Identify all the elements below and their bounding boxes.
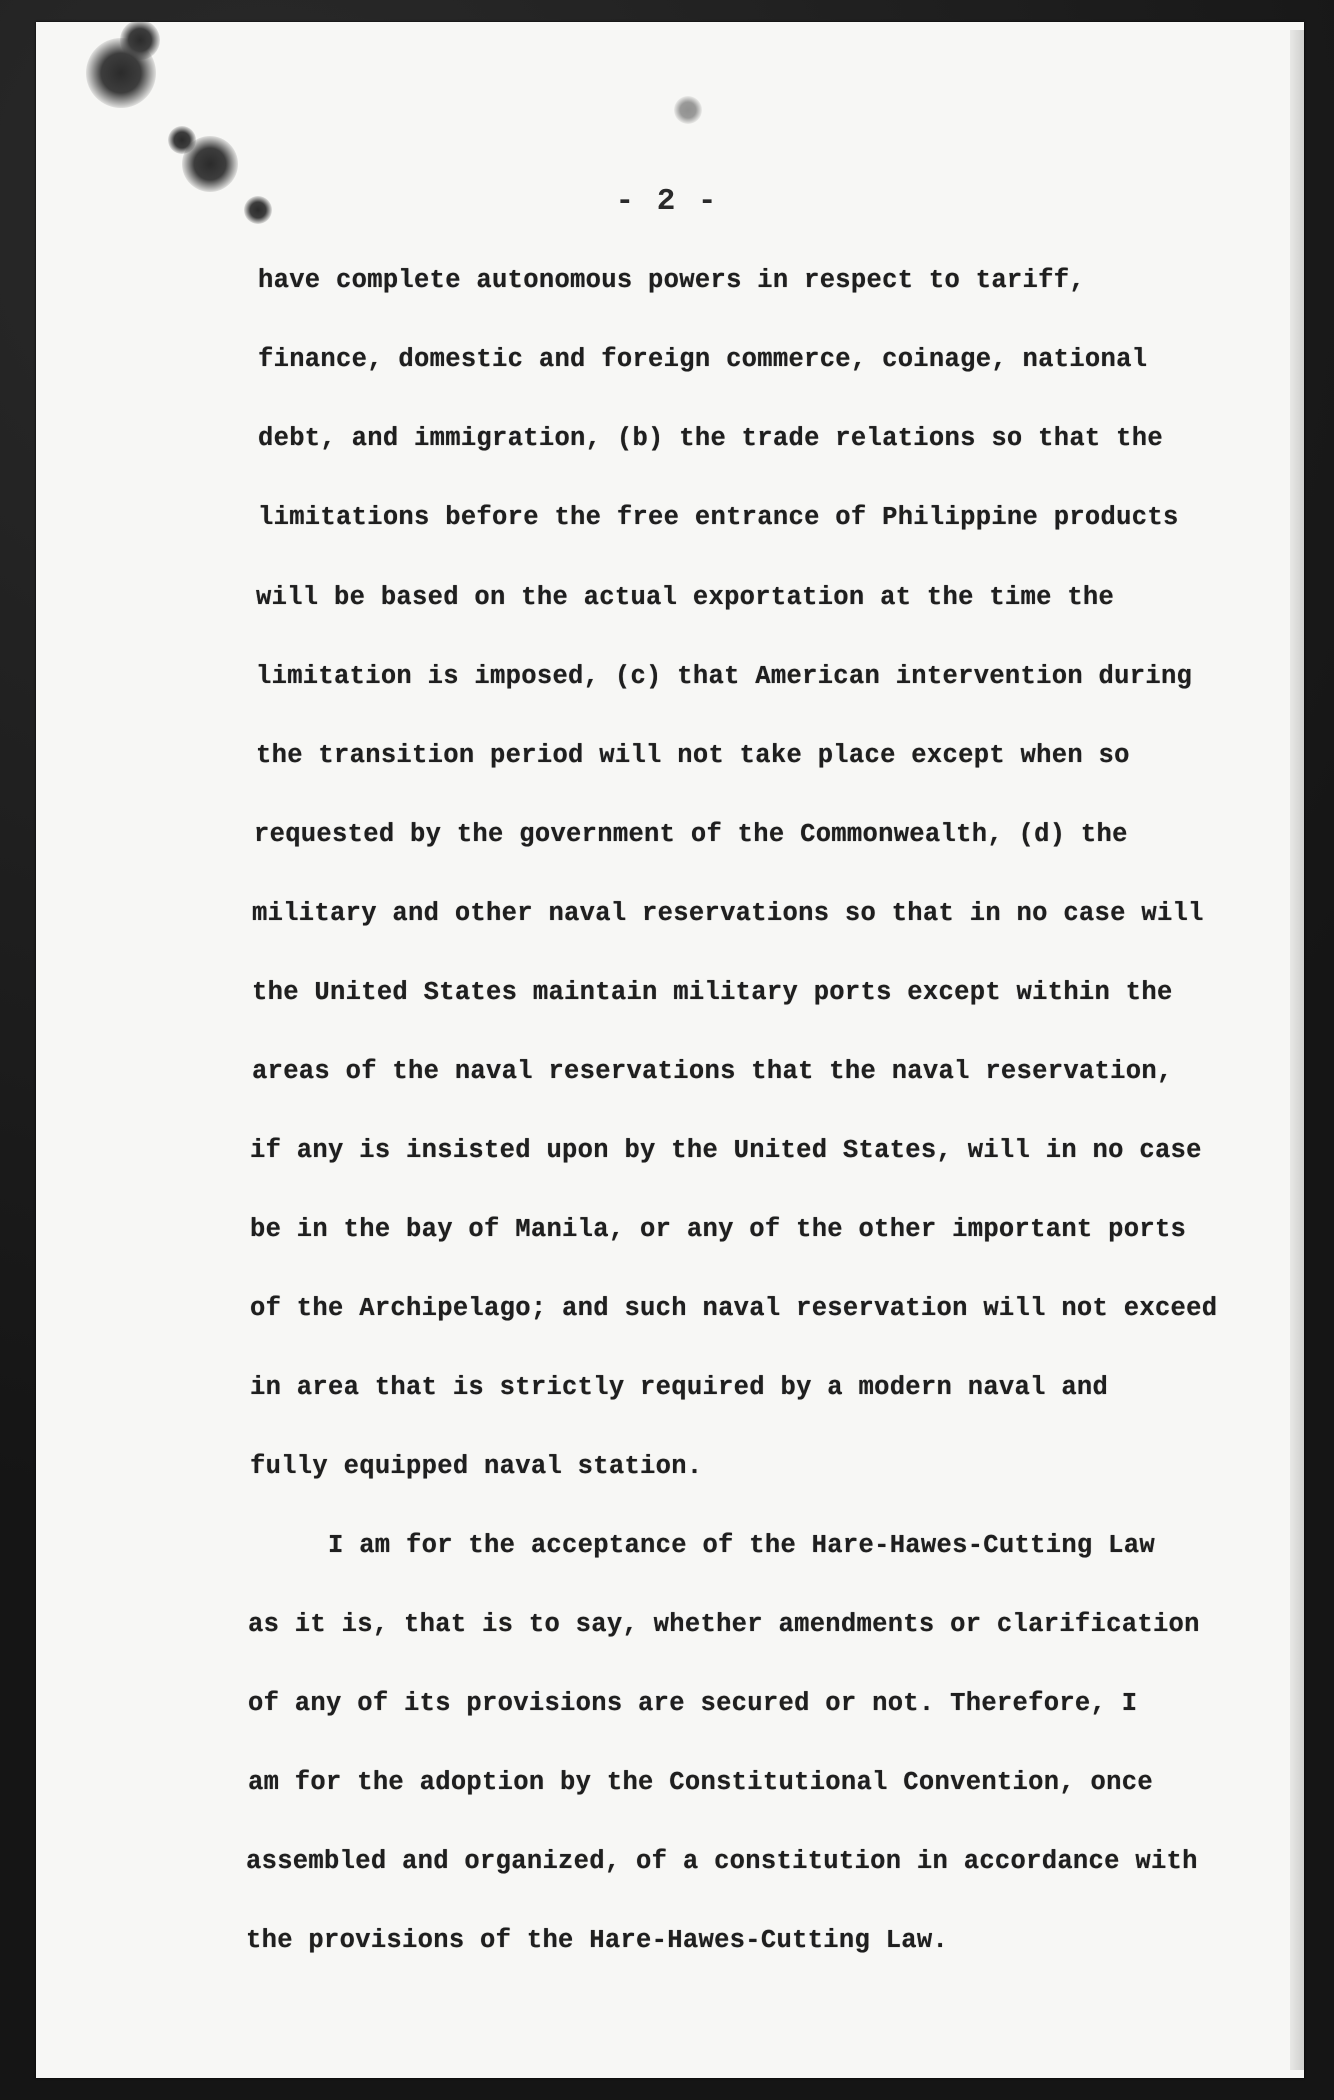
text-line: am for the adoption by the Constitutional Convention, once [248, 1768, 1153, 1797]
text-line: I am for the acceptance of the Hare-Hawes-Cutting Law [328, 1531, 1155, 1560]
text-line: in area that is strictly required by a modern naval and [250, 1373, 1109, 1402]
text-line: be in the bay of Manila, or any of the other important ports [250, 1215, 1187, 1244]
text-line: limitation is imposed, (c) that American intervention during [256, 662, 1193, 691]
text-line: the provisions of the Hare-Hawes-Cutting Law. [246, 1926, 949, 1955]
text-line: areas of the naval reservations that the naval reservation, [252, 1057, 1173, 1086]
text-line: if any is insisted upon by the United States, will in no case [250, 1136, 1202, 1165]
ink-smudge [168, 126, 196, 154]
text-line: of the Archipelago; and such naval reservation will not exceed [250, 1294, 1218, 1323]
text-line: fully equipped naval station. [250, 1452, 703, 1481]
text-line: requested by the government of the Commonwealth, (d) the [254, 820, 1128, 849]
text-line: limitations before the free entrance of Philippine products [258, 503, 1179, 532]
text-line: as it is, that is to say, whether amendments or clarification [248, 1610, 1200, 1639]
text-line: the United States maintain military ports except within the [252, 978, 1173, 1007]
text-line: have complete autonomous powers in respect to tariff, [258, 266, 1085, 295]
text-line: of any of its provisions are secured or not. Therefore, I [248, 1689, 1138, 1718]
text-line: debt, and immigration, (b) the trade relations so that the [258, 424, 1163, 453]
text-line: the transition period will not take place except when so [256, 741, 1130, 770]
ink-smudge [120, 20, 160, 60]
page-edge [1290, 30, 1304, 2070]
text-line: will be based on the actual exportation at the time the [256, 583, 1115, 612]
ink-smudge [674, 96, 702, 124]
text-line: assembled and organized, of a constitution in accordance with [246, 1847, 1198, 1876]
text-line: finance, domestic and foreign commerce, coinage, national [258, 345, 1148, 374]
text-line: military and other naval reservations so that in no case will [252, 899, 1204, 928]
page-number: - 2 - [615, 184, 719, 219]
